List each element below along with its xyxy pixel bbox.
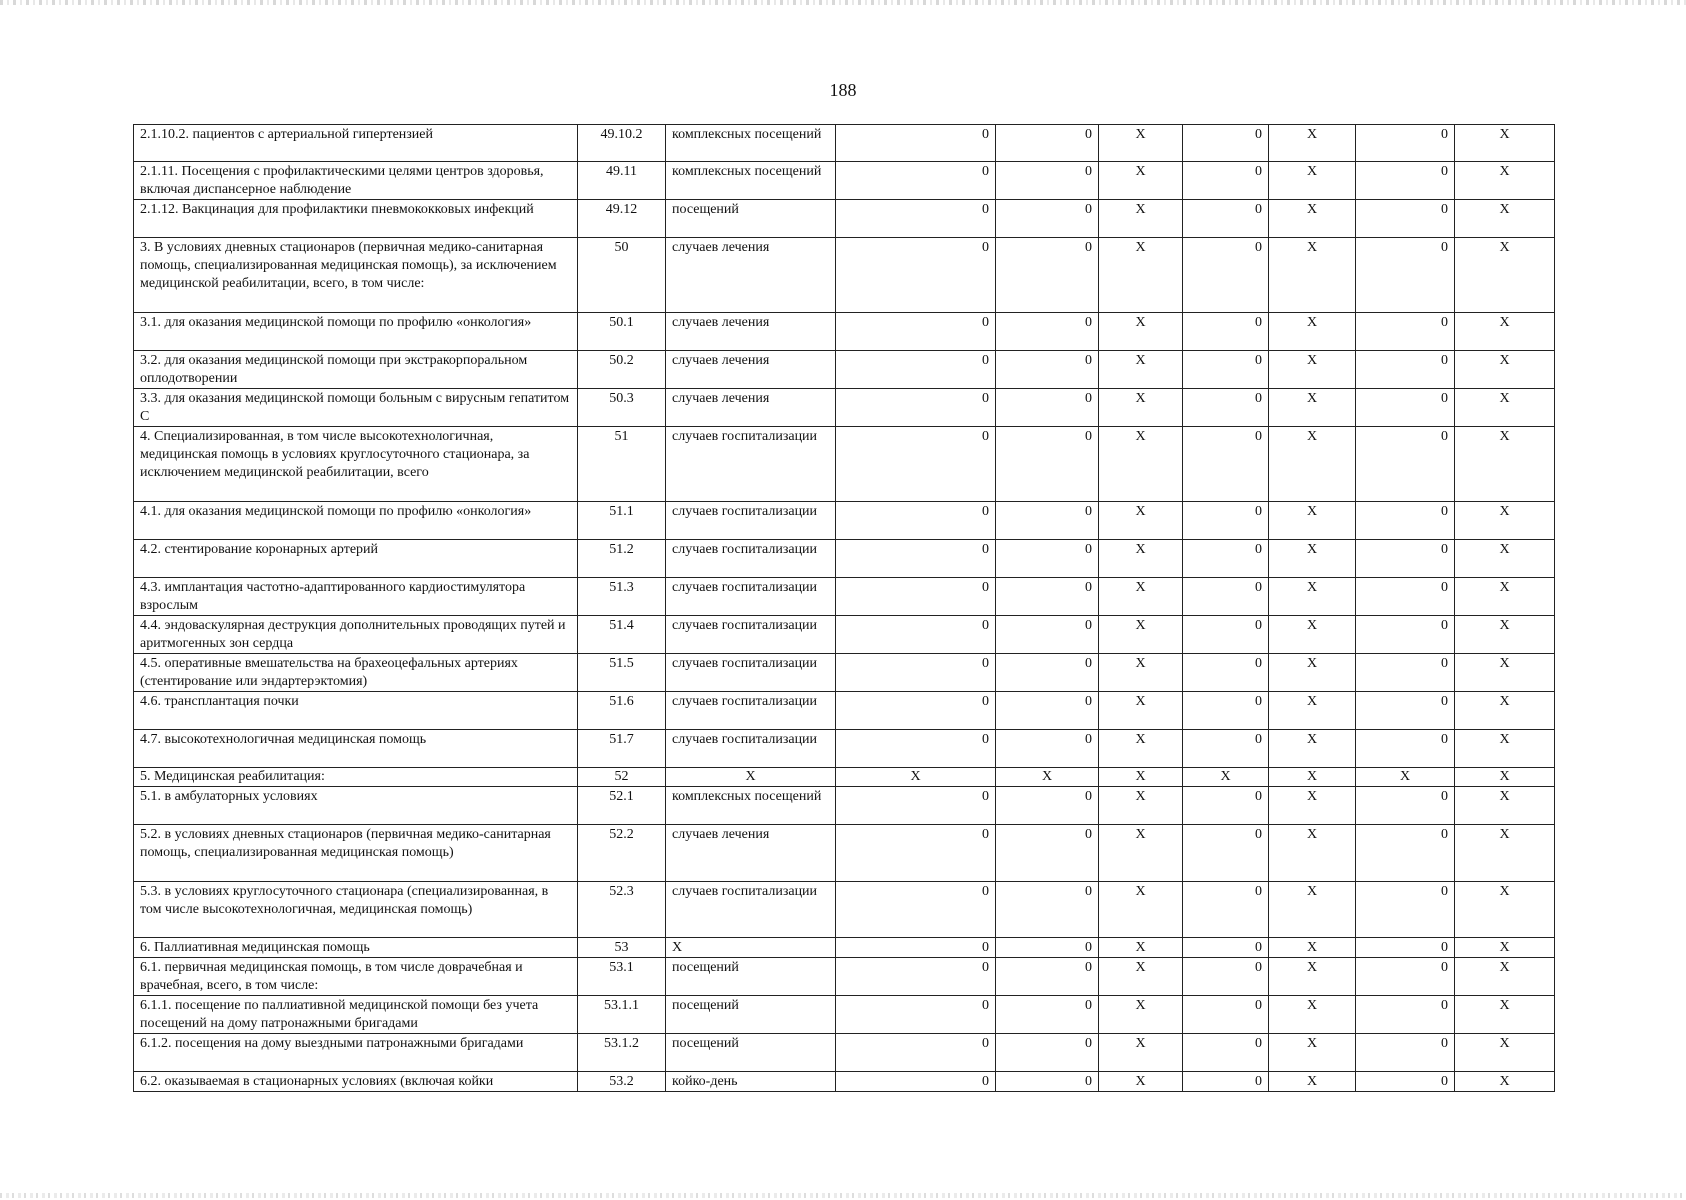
row-value-1: 0 xyxy=(836,958,996,996)
row-name: 4.7. высокотехнологичная медицинская помощь xyxy=(134,730,578,768)
row-value-4: 0 xyxy=(1183,427,1269,502)
row-value-6: 0 xyxy=(1356,1072,1455,1092)
table-row xyxy=(134,162,1555,200)
row-value-1: 0 xyxy=(836,730,996,768)
table-body-bottom xyxy=(134,787,1555,1092)
row-value-2: 0 xyxy=(996,238,1099,313)
row-value-4: 0 xyxy=(1183,938,1269,958)
row-value-6: 0 xyxy=(1356,938,1455,958)
row-name: 4.2. стентирование коронарных артерий xyxy=(134,540,578,578)
row-code: 51.2 xyxy=(578,540,666,578)
row-value-4: 0 xyxy=(1183,825,1269,882)
row-value-6: 0 xyxy=(1356,125,1455,162)
row-value-3: X xyxy=(1099,787,1183,825)
row-value-3: X xyxy=(1099,351,1183,389)
row-value-5: X xyxy=(1269,825,1356,882)
row-unit: случаев лечения xyxy=(666,238,836,313)
row-value-2: 0 xyxy=(996,502,1099,540)
table-row xyxy=(134,938,1555,958)
row-value-2: 0 xyxy=(996,692,1099,730)
table-row xyxy=(134,427,1555,502)
row-value-7: X xyxy=(1455,958,1555,996)
row-value-3: X xyxy=(1099,162,1183,200)
row-name: 5. Медицинская реабилитация: xyxy=(134,768,578,787)
row-value-3: X xyxy=(1099,996,1183,1034)
row-value-4: 0 xyxy=(1183,502,1269,540)
row-value-7: X xyxy=(1455,616,1555,654)
row-value-5: X xyxy=(1269,882,1356,938)
row-value-6: 0 xyxy=(1356,825,1455,882)
row-value-3: X xyxy=(1099,938,1183,958)
row-value-5: X xyxy=(1269,238,1356,313)
row-value-3: X xyxy=(1099,578,1183,616)
row-value-4: 0 xyxy=(1183,882,1269,938)
row-value-5: X xyxy=(1269,427,1356,502)
row-value-1: 0 xyxy=(836,825,996,882)
row-name: 3.2. для оказания медицинской помощи при экстракорпоральном оплодотворении xyxy=(134,351,578,389)
row-value-2: 0 xyxy=(996,540,1099,578)
row-name: 2.1.10.2. пациентов с артериальной гипертензией xyxy=(134,125,578,162)
row-value-1: 0 xyxy=(836,125,996,162)
row-value-5: X xyxy=(1269,162,1356,200)
row-code: 49.11 xyxy=(578,162,666,200)
row-value-1: 0 xyxy=(836,692,996,730)
row-value-7: X xyxy=(1455,730,1555,768)
row-value-3: X xyxy=(1099,730,1183,768)
row-value-7: X xyxy=(1455,502,1555,540)
row-code: 53.2 xyxy=(578,1072,666,1092)
row-value-5: X xyxy=(1269,938,1356,958)
row-value-1: 0 xyxy=(836,882,996,938)
row-name: 3.1. для оказания медицинской помощи по профилю «онкология» xyxy=(134,313,578,351)
row-value-3: X xyxy=(1099,200,1183,238)
row-value-4: X xyxy=(1183,768,1269,787)
row-value-1: 0 xyxy=(836,1034,996,1072)
row-value-4: 0 xyxy=(1183,654,1269,692)
row-code: 52 xyxy=(578,768,666,787)
table-row xyxy=(134,654,1555,692)
row-value-1: 0 xyxy=(836,389,996,427)
row-value-7: X xyxy=(1455,162,1555,200)
row-value-2: 0 xyxy=(996,787,1099,825)
row-name: 6. Паллиативная медицинская помощь xyxy=(134,938,578,958)
row-value-6: 0 xyxy=(1356,238,1455,313)
row-value-2: 0 xyxy=(996,125,1099,162)
row-value-5: X xyxy=(1269,692,1356,730)
row-value-1: 0 xyxy=(836,502,996,540)
row-value-5: X xyxy=(1269,502,1356,540)
row-name: 4.6. трансплантация почки xyxy=(134,692,578,730)
table-row xyxy=(134,1034,1555,1072)
row-value-5: X xyxy=(1269,389,1356,427)
row-unit: случаев госпитализации xyxy=(666,578,836,616)
scan-edge-top xyxy=(0,0,1686,5)
row-unit: случаев госпитализации xyxy=(666,654,836,692)
row-value-7: X xyxy=(1455,882,1555,938)
row-value-7: X xyxy=(1455,238,1555,313)
row-value-4: 0 xyxy=(1183,162,1269,200)
row-unit: посещений xyxy=(666,996,836,1034)
row-code: 49.10.2 xyxy=(578,125,666,162)
row-value-4: 0 xyxy=(1183,540,1269,578)
row-value-2: 0 xyxy=(996,313,1099,351)
row-unit: комплексных посещений xyxy=(666,162,836,200)
row-value-4: 0 xyxy=(1183,958,1269,996)
row-code: 51.5 xyxy=(578,654,666,692)
row-code: 50 xyxy=(578,238,666,313)
row-unit: койко-день xyxy=(666,1072,836,1092)
row-value-3: X xyxy=(1099,502,1183,540)
row-value-1: 0 xyxy=(836,238,996,313)
row-value-6: 0 xyxy=(1356,654,1455,692)
row-value-6: 0 xyxy=(1356,996,1455,1034)
row-value-7: X xyxy=(1455,654,1555,692)
row-name: 4.4. эндоваскулярная деструкция дополнительных проводящих путей и аритмогенных зон сердца xyxy=(134,616,578,654)
row-name: 5.3. в условиях круглосуточного стационара (специализированная, в том числе высокотехнологичная, медицинская помощь) xyxy=(134,882,578,938)
row-value-2: 0 xyxy=(996,882,1099,938)
row-value-5: X xyxy=(1269,200,1356,238)
row-value-4: 0 xyxy=(1183,996,1269,1034)
row-name: 4.5. оперативные вмешательства на брахеоцефальных артериях (стентирование или эндартерэктомия) xyxy=(134,654,578,692)
row-code: 52.3 xyxy=(578,882,666,938)
row-value-2: 0 xyxy=(996,996,1099,1034)
row-name: 6.1.2. посещения на дому выездными патронажными бригадами xyxy=(134,1034,578,1072)
row-value-6: 0 xyxy=(1356,540,1455,578)
row-value-4: 0 xyxy=(1183,389,1269,427)
row-unit: случаев лечения xyxy=(666,351,836,389)
row-value-6: 0 xyxy=(1356,200,1455,238)
row-name: 6.1. первичная медицинская помощь, в том числе доврачебная и врачебная, всего, в том числе: xyxy=(134,958,578,996)
row-value-4: 0 xyxy=(1183,692,1269,730)
row-value-3: X xyxy=(1099,540,1183,578)
row-value-2: 0 xyxy=(996,938,1099,958)
table-row xyxy=(134,958,1555,996)
data-table xyxy=(133,124,1555,1092)
row-unit: случаев госпитализации xyxy=(666,540,836,578)
table-row xyxy=(134,825,1555,882)
row-value-1: 0 xyxy=(836,616,996,654)
row-value-7: X xyxy=(1455,938,1555,958)
row-value-6: 0 xyxy=(1356,616,1455,654)
row-value-1: 0 xyxy=(836,162,996,200)
row-value-2: 0 xyxy=(996,162,1099,200)
row-value-6: 0 xyxy=(1356,351,1455,389)
row-value-3: X xyxy=(1099,238,1183,313)
row-value-6: 0 xyxy=(1356,502,1455,540)
row-value-7: X xyxy=(1455,578,1555,616)
row-code: 53.1.2 xyxy=(578,1034,666,1072)
row-name: 5.1. в амбулаторных условиях xyxy=(134,787,578,825)
row-code: 50.1 xyxy=(578,313,666,351)
table-row xyxy=(134,200,1555,238)
row-code: 51 xyxy=(578,427,666,502)
row-value-2: 0 xyxy=(996,958,1099,996)
row-value-7: X xyxy=(1455,787,1555,825)
row-value-5: X xyxy=(1269,540,1356,578)
row-unit: случаев госпитализации xyxy=(666,502,836,540)
row-value-5: X xyxy=(1269,730,1356,768)
row-value-5: X xyxy=(1269,958,1356,996)
row-code: 50.3 xyxy=(578,389,666,427)
row-value-1: 0 xyxy=(836,351,996,389)
row-value-5: X xyxy=(1269,996,1356,1034)
row-unit: посещений xyxy=(666,958,836,996)
row-value-1: 0 xyxy=(836,200,996,238)
row-code: 50.2 xyxy=(578,351,666,389)
row-value-2: 0 xyxy=(996,825,1099,882)
row-value-3: X xyxy=(1099,389,1183,427)
row-code: 52.1 xyxy=(578,787,666,825)
table-row xyxy=(134,882,1555,938)
row-value-1: 0 xyxy=(836,427,996,502)
row-value-5: X xyxy=(1269,616,1356,654)
row-name: 6.2. оказываемая в стационарных условиях (включая койки xyxy=(134,1072,578,1092)
row-name: 5.2. в условиях дневных стационаров (первичная медико-санитарная помощь, специализированная медицинская помощь) xyxy=(134,825,578,882)
row-value-7: X xyxy=(1455,996,1555,1034)
row-value-5: X xyxy=(1269,1034,1356,1072)
row-value-4: 0 xyxy=(1183,1034,1269,1072)
row-value-1: 0 xyxy=(836,938,996,958)
row-name: 2.1.11. Посещения с профилактическими целями центров здоровья, включая диспансерное наблюдение xyxy=(134,162,578,200)
row-value-1: 0 xyxy=(836,996,996,1034)
row-value-4: 0 xyxy=(1183,787,1269,825)
row-value-3: X xyxy=(1099,427,1183,502)
row-value-4: 0 xyxy=(1183,125,1269,162)
row-value-6: 0 xyxy=(1356,578,1455,616)
row-value-3: X xyxy=(1099,958,1183,996)
row-value-6: 0 xyxy=(1356,730,1455,768)
row-value-7: X xyxy=(1455,692,1555,730)
row-unit: случаев госпитализации xyxy=(666,427,836,502)
row-value-2: 0 xyxy=(996,654,1099,692)
row-value-7: X xyxy=(1455,351,1555,389)
row-value-7: X xyxy=(1455,768,1555,787)
row-value-2: 0 xyxy=(996,389,1099,427)
row-code: 53 xyxy=(578,938,666,958)
table-row xyxy=(134,540,1555,578)
row-value-6: 0 xyxy=(1356,162,1455,200)
row-unit: случаев госпитализации xyxy=(666,730,836,768)
table-row xyxy=(134,787,1555,825)
row-name: 3.3. для оказания медицинской помощи больным с вирусным гепатитом С xyxy=(134,389,578,427)
row-unit: случаев лечения xyxy=(666,389,836,427)
table-body-row-52 xyxy=(134,768,1555,787)
row-value-7: X xyxy=(1455,1072,1555,1092)
row-value-6: 0 xyxy=(1356,958,1455,996)
table-row xyxy=(134,996,1555,1034)
row-value-2: 0 xyxy=(996,1034,1099,1072)
row-unit: случаев госпитализации xyxy=(666,692,836,730)
row-value-7: X xyxy=(1455,540,1555,578)
row-unit: случаев госпитализации xyxy=(666,616,836,654)
row-unit: X xyxy=(666,938,836,958)
row-value-6: 0 xyxy=(1356,389,1455,427)
row-value-4: 0 xyxy=(1183,313,1269,351)
row-code: 51.1 xyxy=(578,502,666,540)
table-row-52 xyxy=(134,768,1555,787)
row-value-6: 0 xyxy=(1356,1034,1455,1072)
row-value-7: X xyxy=(1455,200,1555,238)
row-unit: X xyxy=(666,768,836,787)
row-value-1: 0 xyxy=(836,540,996,578)
row-unit: посещений xyxy=(666,200,836,238)
row-name: 3. В условиях дневных стационаров (первичная медико-санитарная помощь, специализированная медицинская помощь), за исключением медицинской реабилитации, всего, в том числе: xyxy=(134,238,578,313)
row-value-3: X xyxy=(1099,1034,1183,1072)
table-row xyxy=(134,692,1555,730)
row-value-2: 0 xyxy=(996,427,1099,502)
row-value-3: X xyxy=(1099,825,1183,882)
row-value-3: X xyxy=(1099,654,1183,692)
row-value-4: 0 xyxy=(1183,351,1269,389)
row-code: 52.2 xyxy=(578,825,666,882)
row-value-4: 0 xyxy=(1183,578,1269,616)
row-unit: случаев госпитализации xyxy=(666,882,836,938)
row-code: 49.12 xyxy=(578,200,666,238)
table-row xyxy=(134,1072,1555,1092)
table-row xyxy=(134,313,1555,351)
row-value-3: X xyxy=(1099,768,1183,787)
row-name: 4.1. для оказания медицинской помощи по профилю «онкология» xyxy=(134,502,578,540)
row-value-5: X xyxy=(1269,1072,1356,1092)
row-value-4: 0 xyxy=(1183,238,1269,313)
row-name: 2.1.12. Вакцинация для профилактики пневмококковых инфекций xyxy=(134,200,578,238)
row-value-6: 0 xyxy=(1356,787,1455,825)
row-code: 51.6 xyxy=(578,692,666,730)
row-value-1: 0 xyxy=(836,787,996,825)
row-value-7: X xyxy=(1455,1034,1555,1072)
row-value-1: 0 xyxy=(836,1072,996,1092)
row-code: 51.4 xyxy=(578,616,666,654)
row-code: 51.3 xyxy=(578,578,666,616)
row-value-6: 0 xyxy=(1356,427,1455,502)
row-value-2: 0 xyxy=(996,616,1099,654)
row-unit: посещений xyxy=(666,1034,836,1072)
row-value-4: 0 xyxy=(1183,616,1269,654)
table-row xyxy=(134,578,1555,616)
row-code: 53.1 xyxy=(578,958,666,996)
row-value-1: 0 xyxy=(836,578,996,616)
row-unit: комплексных посещений xyxy=(666,787,836,825)
row-value-4: 0 xyxy=(1183,1072,1269,1092)
row-value-7: X xyxy=(1455,427,1555,502)
row-value-7: X xyxy=(1455,825,1555,882)
table-row xyxy=(134,125,1555,162)
row-value-5: X xyxy=(1269,578,1356,616)
row-value-1: 0 xyxy=(836,313,996,351)
table-row xyxy=(134,730,1555,768)
scan-edge-bottom xyxy=(0,1193,1686,1198)
table-row xyxy=(134,616,1555,654)
row-unit: случаев лечения xyxy=(666,313,836,351)
row-value-5: X xyxy=(1269,125,1356,162)
page-number: 188 xyxy=(829,80,857,100)
row-value-4: 0 xyxy=(1183,730,1269,768)
row-value-2: X xyxy=(996,768,1099,787)
row-value-2: 0 xyxy=(996,1072,1099,1092)
row-code: 51.7 xyxy=(578,730,666,768)
row-value-2: 0 xyxy=(996,200,1099,238)
row-value-6: 0 xyxy=(1356,313,1455,351)
row-value-4: 0 xyxy=(1183,200,1269,238)
row-value-5: X xyxy=(1269,654,1356,692)
row-value-7: X xyxy=(1455,125,1555,162)
row-value-5: X xyxy=(1269,351,1356,389)
table-row xyxy=(134,351,1555,389)
row-value-5: X xyxy=(1269,787,1356,825)
row-name: 4.3. имплантация частотно-адаптированного кардиостимулятора взрослым xyxy=(134,578,578,616)
row-unit: случаев лечения xyxy=(666,825,836,882)
table-row xyxy=(134,389,1555,427)
table-row xyxy=(134,502,1555,540)
row-name: 4. Специализированная, в том числе высокотехнологичная, медицинская помощь в условиях круглосуточного стационара, за исключением медицинской реабилитации, всего xyxy=(134,427,578,502)
row-value-1: X xyxy=(836,768,996,787)
row-value-2: 0 xyxy=(996,351,1099,389)
row-value-3: X xyxy=(1099,313,1183,351)
row-value-3: X xyxy=(1099,692,1183,730)
row-value-1: 0 xyxy=(836,654,996,692)
table-row xyxy=(134,238,1555,313)
row-value-6: 0 xyxy=(1356,882,1455,938)
row-value-3: X xyxy=(1099,125,1183,162)
row-value-6: X xyxy=(1356,768,1455,787)
row-code: 53.1.1 xyxy=(578,996,666,1034)
row-value-3: X xyxy=(1099,882,1183,938)
row-value-7: X xyxy=(1455,389,1555,427)
row-name: 6.1.1. посещение по паллиативной медицинской помощи без учета посещений на дому патронажными бригадами xyxy=(134,996,578,1034)
row-value-2: 0 xyxy=(996,730,1099,768)
row-value-3: X xyxy=(1099,1072,1183,1092)
row-value-2: 0 xyxy=(996,578,1099,616)
row-value-3: X xyxy=(1099,616,1183,654)
table-body-top xyxy=(134,125,1555,768)
row-value-6: 0 xyxy=(1356,692,1455,730)
row-value-5: X xyxy=(1269,313,1356,351)
row-value-5: X xyxy=(1269,768,1356,787)
row-unit: комплексных посещений xyxy=(666,125,836,162)
row-value-7: X xyxy=(1455,313,1555,351)
